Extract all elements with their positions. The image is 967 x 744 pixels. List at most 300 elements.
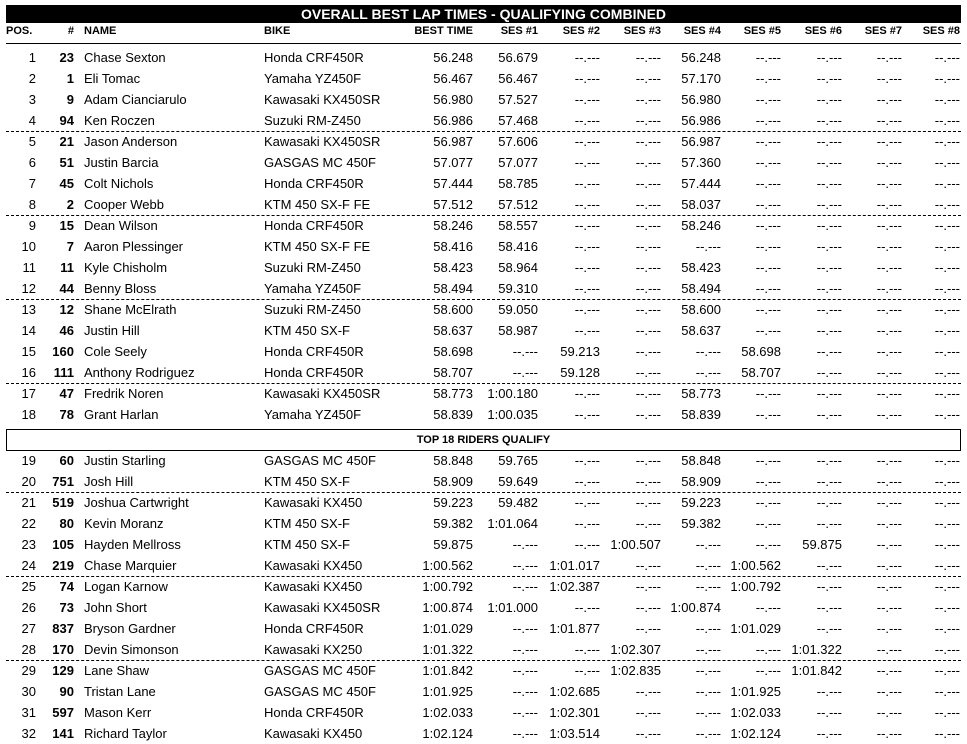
cell-s1: 59.482 (498, 495, 538, 510)
header-session-6: SES #6 (804, 25, 842, 37)
cell-num: 60 (59, 453, 74, 468)
cell-s1: 57.606 (498, 134, 538, 149)
cell-s3: --.--- (635, 407, 661, 422)
cell-s4: 58.848 (681, 453, 721, 468)
cell-s2: --.--- (574, 218, 600, 233)
header-name: NAME (84, 25, 117, 37)
cell-s1: --.--- (512, 344, 538, 359)
cell-s3: --.--- (635, 453, 661, 468)
cell-s2: 1:01.017 (549, 558, 600, 573)
cell-best: 58.246 (433, 218, 473, 233)
cell-pos: 14 (21, 323, 36, 338)
cell-s8: --.--- (934, 386, 960, 401)
cell-best: 58.698 (433, 344, 473, 359)
cell-s7: --.--- (876, 621, 902, 636)
table-row (6, 89, 961, 110)
cell-s6: --.--- (816, 113, 842, 128)
header-session-5: SES #5 (743, 25, 781, 37)
cell-s2: --.--- (574, 176, 600, 191)
cell-s4: --.--- (695, 705, 721, 720)
cell-s4: --.--- (695, 365, 721, 380)
cell-s7: --.--- (876, 365, 902, 380)
cell-num: 519 (52, 495, 74, 510)
cell-s2: --.--- (574, 386, 600, 401)
cell-s2: --.--- (574, 600, 600, 615)
cell-pos: 19 (21, 453, 36, 468)
cell-s2: 59.128 (560, 365, 600, 380)
cell-s4: --.--- (695, 344, 721, 359)
cell-pos: 20 (21, 474, 36, 489)
header-best-time: BEST TIME (414, 25, 473, 37)
cell-s4: 57.444 (681, 176, 721, 191)
cell-s7: --.--- (876, 684, 902, 699)
cell-s6: --.--- (816, 579, 842, 594)
cell-bike: Kawasaki KX250 (264, 642, 363, 657)
cell-s4: 58.839 (681, 407, 721, 422)
cell-best: 1:00.792 (422, 579, 473, 594)
cell-name: Adam Cianciarulo (84, 92, 187, 107)
cell-s1: --.--- (512, 365, 538, 380)
cell-s1: 57.512 (498, 197, 538, 212)
cell-s2: --.--- (574, 239, 600, 254)
cell-s5: 1:00.792 (730, 579, 781, 594)
cell-s8: --.--- (934, 218, 960, 233)
cell-pos: 21 (21, 495, 36, 510)
cell-s3: --.--- (635, 495, 661, 510)
cell-s7: --.--- (876, 558, 902, 573)
cell-s2: --.--- (574, 323, 600, 338)
cell-s3: --.--- (635, 323, 661, 338)
cell-num: 74 (59, 579, 74, 594)
header-session-1: SES #1 (500, 25, 538, 37)
cell-num: 1 (66, 71, 74, 86)
cell-num: 597 (52, 705, 74, 720)
cell-s5: --.--- (755, 323, 781, 338)
table-row (6, 110, 961, 131)
cell-pos: 25 (21, 579, 36, 594)
cell-best: 1:02.033 (422, 705, 473, 720)
cell-s7: --.--- (876, 579, 902, 594)
cell-s2: --.--- (574, 113, 600, 128)
cell-num: 45 (59, 176, 74, 191)
cell-name: Josh Hill (84, 474, 134, 489)
cell-s6: --.--- (816, 726, 842, 741)
cell-bike: Kawasaki KX450SR (264, 386, 381, 401)
cell-num: 160 (52, 344, 74, 359)
cell-num: 90 (59, 684, 74, 699)
cell-num: 94 (59, 113, 74, 128)
cell-s7: --.--- (876, 197, 902, 212)
cell-s2: --.--- (574, 495, 600, 510)
qualify-cutoff-banner: TOP 18 RIDERS QUALIFY (6, 429, 961, 451)
cell-bike: Kawasaki KX450SR (264, 600, 381, 615)
cell-bike: Kawasaki KX450SR (264, 134, 381, 149)
cell-bike: Yamaha YZ450F (264, 407, 362, 422)
cell-s5: --.--- (755, 197, 781, 212)
cell-pos: 26 (21, 600, 36, 615)
cell-s4: --.--- (695, 579, 721, 594)
cell-best: 56.986 (433, 113, 473, 128)
cell-s6: 1:01.322 (791, 642, 842, 657)
cell-name: Anthony Rodriguez (84, 365, 195, 380)
cell-num: 129 (52, 663, 74, 678)
cell-s2: --.--- (574, 71, 600, 86)
cell-pos: 23 (21, 537, 36, 552)
cell-s4: 1:00.874 (670, 600, 721, 615)
header-session-3: SES #3 (623, 25, 661, 37)
cell-s6: --.--- (816, 600, 842, 615)
cell-best: 56.987 (433, 134, 473, 149)
cell-name: Chase Marquier (84, 558, 177, 573)
cell-s8: --.--- (934, 558, 960, 573)
cell-s7: --.--- (876, 113, 902, 128)
cell-pos: 12 (21, 281, 36, 296)
cell-s7: --.--- (876, 302, 902, 317)
cell-s6: --.--- (816, 558, 842, 573)
cell-s3: --.--- (635, 197, 661, 212)
cell-num: 751 (52, 474, 74, 489)
cell-bike: Kawasaki KX450 (264, 558, 363, 573)
cell-s2: 1:03.514 (549, 726, 600, 741)
cell-s8: --.--- (934, 176, 960, 191)
cell-s6: --.--- (816, 260, 842, 275)
cell-s4: 58.773 (681, 386, 721, 401)
table-row (6, 597, 961, 618)
cell-s7: --.--- (876, 218, 902, 233)
cell-s5: 1:00.562 (730, 558, 781, 573)
cell-s1: 58.785 (498, 176, 538, 191)
cell-num: 219 (52, 558, 74, 573)
cell-s5: --.--- (755, 176, 781, 191)
cell-s6: 59.875 (802, 537, 842, 552)
cell-s8: --.--- (934, 516, 960, 531)
cell-s1: 56.679 (498, 50, 538, 65)
cell-s3: --.--- (635, 155, 661, 170)
cell-name: Hayden Mellross (84, 537, 181, 552)
cell-num: 2 (66, 197, 74, 212)
cell-s4: 56.248 (681, 50, 721, 65)
table-row (6, 383, 961, 404)
cell-s6: --.--- (816, 155, 842, 170)
cell-bike: Honda CRF450R (264, 218, 364, 233)
cell-s3: --.--- (635, 621, 661, 636)
cell-name: Tristan Lane (84, 684, 156, 699)
cell-name: Colt Nichols (84, 176, 154, 191)
cell-best: 58.600 (433, 302, 473, 317)
cell-s2: --.--- (574, 453, 600, 468)
cell-s5: 1:01.925 (730, 684, 781, 699)
header-session-4: SES #4 (683, 25, 721, 37)
cell-s7: --.--- (876, 516, 902, 531)
cell-s5: --.--- (755, 281, 781, 296)
cell-s2: --.--- (574, 50, 600, 65)
cell-s1: 1:00.180 (487, 386, 538, 401)
cell-s2: --.--- (574, 155, 600, 170)
cell-s6: --.--- (816, 281, 842, 296)
cell-s7: --.--- (876, 663, 902, 678)
cell-bike: Kawasaki KX450 (264, 495, 363, 510)
table-row (6, 278, 961, 299)
cell-s4: 58.494 (681, 281, 721, 296)
cell-s4: 58.246 (681, 218, 721, 233)
table-row (6, 131, 961, 152)
cell-best: 1:01.322 (422, 642, 473, 657)
cell-s1: 58.557 (498, 218, 538, 233)
cell-s8: --.--- (934, 365, 960, 380)
cell-num: 7 (66, 239, 74, 254)
cell-s7: --.--- (876, 71, 902, 86)
cell-name: Logan Karnow (84, 579, 168, 594)
cell-s2: --.--- (574, 197, 600, 212)
cell-s1: --.--- (512, 663, 538, 678)
cell-pos: 10 (21, 239, 36, 254)
cell-s2: --.--- (574, 302, 600, 317)
cell-name: Ken Roczen (84, 113, 155, 128)
cell-s8: --.--- (934, 281, 960, 296)
cell-s1: 1:01.064 (487, 516, 538, 531)
cell-s1: --.--- (512, 705, 538, 720)
table-row (6, 341, 961, 362)
cell-s8: --.--- (934, 537, 960, 552)
cell-s6: --.--- (816, 71, 842, 86)
cell-s3: 1:02.835 (610, 663, 661, 678)
cell-best: 58.707 (433, 365, 473, 380)
cell-name: Justin Hill (84, 323, 140, 338)
cell-s5: --.--- (755, 50, 781, 65)
cell-num: 47 (59, 386, 74, 401)
cell-pos: 29 (21, 663, 36, 678)
cell-bike: GASGAS MC 450F (264, 663, 376, 678)
cell-s6: --.--- (816, 197, 842, 212)
cell-s8: --.--- (934, 474, 960, 489)
cell-s4: 58.909 (681, 474, 721, 489)
cell-s6: --.--- (816, 621, 842, 636)
cell-num: 12 (59, 302, 74, 317)
cell-s2: --.--- (574, 474, 600, 489)
cell-best: 59.382 (433, 516, 473, 531)
cell-s3: --.--- (635, 50, 661, 65)
cell-bike: Suzuki RM-Z450 (264, 302, 361, 317)
cell-num: 73 (59, 600, 74, 615)
cell-name: Joshua Cartwright (84, 495, 189, 510)
cell-s7: --.--- (876, 386, 902, 401)
cell-name: Shane McElrath (84, 302, 177, 317)
cell-bike: Honda CRF450R (264, 50, 364, 65)
cell-s4: 56.986 (681, 113, 721, 128)
cell-s5: 1:02.033 (730, 705, 781, 720)
cell-s3: --.--- (635, 218, 661, 233)
cell-best: 58.909 (433, 474, 473, 489)
cell-s3: --.--- (635, 386, 661, 401)
cell-bike: Honda CRF450R (264, 176, 364, 191)
cell-name: Lane Shaw (84, 663, 150, 678)
cell-pos: 4 (28, 113, 36, 128)
cell-s3: --.--- (635, 176, 661, 191)
cell-s1: 56.467 (498, 71, 538, 86)
cell-s1: 57.077 (498, 155, 538, 170)
cell-bike: Honda CRF450R (264, 705, 364, 720)
cell-s1: 1:00.035 (487, 407, 538, 422)
table-row (6, 513, 961, 534)
cell-best: 58.848 (433, 453, 473, 468)
cell-name: Kevin Moranz (84, 516, 164, 531)
cell-pos: 31 (21, 705, 36, 720)
cell-bike: Honda CRF450R (264, 344, 364, 359)
table-header (6, 25, 961, 43)
cell-s3: --.--- (635, 579, 661, 594)
cell-s7: --.--- (876, 260, 902, 275)
table-row (6, 471, 961, 492)
header-number: # (67, 25, 74, 37)
table-row (6, 534, 961, 555)
cell-s8: --.--- (934, 197, 960, 212)
cell-s1: 59.050 (498, 302, 538, 317)
cell-s6: --.--- (816, 323, 842, 338)
cell-best: 56.467 (433, 71, 473, 86)
cell-s4: 57.360 (681, 155, 721, 170)
cell-bike: KTM 450 SX-F (264, 537, 350, 552)
table-row (6, 173, 961, 194)
cell-name: Fredrik Noren (84, 386, 164, 401)
cell-s1: --.--- (512, 726, 538, 741)
cell-bike: Yamaha YZ450F (264, 281, 362, 296)
cell-s7: --.--- (876, 537, 902, 552)
cell-s4: --.--- (695, 726, 721, 741)
cell-best: 58.494 (433, 281, 473, 296)
cell-s8: --.--- (934, 92, 960, 107)
cell-s4: --.--- (695, 684, 721, 699)
table-row (6, 660, 961, 681)
cell-s5: 1:01.029 (730, 621, 781, 636)
cell-s4: 58.600 (681, 302, 721, 317)
cell-s1: --.--- (512, 684, 538, 699)
cell-s2: 1:01.877 (549, 621, 600, 636)
cell-s1: --.--- (512, 558, 538, 573)
cell-s5: 1:02.124 (730, 726, 781, 741)
cell-best: 58.637 (433, 323, 473, 338)
cell-bike: GASGAS MC 450F (264, 684, 376, 699)
cell-s5: 58.707 (741, 365, 781, 380)
cell-s6: --.--- (816, 344, 842, 359)
table-row (6, 68, 961, 89)
cell-s5: --.--- (755, 386, 781, 401)
cell-s6: --.--- (816, 407, 842, 422)
cell-pos: 32 (21, 726, 36, 741)
cell-num: 170 (52, 642, 74, 657)
cell-name: Justin Starling (84, 453, 166, 468)
cell-s5: --.--- (755, 453, 781, 468)
cell-s7: --.--- (876, 642, 902, 657)
cell-s3: --.--- (635, 92, 661, 107)
cell-s5: --.--- (755, 113, 781, 128)
cell-s5: --.--- (755, 155, 781, 170)
cell-s8: --.--- (934, 453, 960, 468)
cell-s1: --.--- (512, 642, 538, 657)
cell-s3: --.--- (635, 260, 661, 275)
cell-s3: --.--- (635, 516, 661, 531)
table-row (6, 320, 961, 341)
cell-name: Benny Bloss (84, 281, 157, 296)
cell-s2: --.--- (574, 537, 600, 552)
cell-name: Mason Kerr (84, 705, 152, 720)
cell-s5: 58.698 (741, 344, 781, 359)
cell-num: 80 (59, 516, 74, 531)
cell-num: 11 (60, 260, 74, 275)
cell-bike: Suzuki RM-Z450 (264, 260, 361, 275)
cell-pos: 6 (28, 155, 36, 170)
cell-pos: 3 (28, 92, 36, 107)
cell-num: 21 (59, 134, 74, 149)
table-row (6, 555, 961, 576)
cell-s8: --.--- (934, 684, 960, 699)
cell-s1: 57.468 (498, 113, 538, 128)
cell-s5: --.--- (755, 600, 781, 615)
cell-best: 58.773 (433, 386, 473, 401)
cell-pos: 5 (28, 134, 36, 149)
cell-s6: --.--- (816, 176, 842, 191)
cell-s7: --.--- (876, 92, 902, 107)
cell-s8: --.--- (934, 726, 960, 741)
cell-num: 44 (59, 281, 74, 296)
cell-s1: 57.527 (498, 92, 538, 107)
table-row (6, 723, 961, 744)
cell-best: 1:01.842 (422, 663, 473, 678)
cell-s5: --.--- (755, 495, 781, 510)
cell-s1: --.--- (512, 579, 538, 594)
cell-s8: --.--- (934, 663, 960, 678)
cell-name: Aaron Plessinger (84, 239, 183, 254)
cell-bike: Kawasaki KX450SR (264, 92, 381, 107)
cell-s5: --.--- (755, 134, 781, 149)
cell-name: Richard Taylor (84, 726, 167, 741)
cell-best: 58.416 (433, 239, 473, 254)
page-title: OVERALL BEST LAP TIMES - QUALIFYING COMBINED (6, 5, 961, 23)
cell-s6: --.--- (816, 302, 842, 317)
cell-s8: --.--- (934, 642, 960, 657)
cell-pos: 15 (21, 344, 36, 359)
cell-s4: 59.382 (681, 516, 721, 531)
cell-best: 58.423 (433, 260, 473, 275)
cell-s1: 59.649 (498, 474, 538, 489)
cell-s4: --.--- (695, 621, 721, 636)
table-row (6, 618, 961, 639)
cell-num: 15 (59, 218, 74, 233)
cell-bike: Kawasaki KX450 (264, 579, 363, 594)
cell-s4: 58.637 (681, 323, 721, 338)
cell-s3: --.--- (635, 302, 661, 317)
cell-s8: --.--- (934, 302, 960, 317)
cell-num: 23 (59, 50, 74, 65)
table-row (6, 681, 961, 702)
cell-s4: --.--- (695, 537, 721, 552)
cell-s8: --.--- (934, 705, 960, 720)
cell-s3: 1:02.307 (610, 642, 661, 657)
cell-s7: --.--- (876, 50, 902, 65)
cell-best: 59.875 (433, 537, 473, 552)
cell-name: Devin Simonson (84, 642, 179, 657)
cell-bike: Yamaha YZ450F (264, 71, 362, 86)
cell-s2: --.--- (574, 92, 600, 107)
cell-pos: 17 (21, 386, 36, 401)
cell-s2: 1:02.387 (549, 579, 600, 594)
cell-bike: GASGAS MC 450F (264, 453, 376, 468)
header-session-2: SES #2 (562, 25, 600, 37)
cell-s3: --.--- (635, 726, 661, 741)
cell-s2: 1:02.685 (549, 684, 600, 699)
cell-s8: --.--- (934, 407, 960, 422)
cell-s8: --.--- (934, 71, 960, 86)
cell-s5: --.--- (755, 71, 781, 86)
